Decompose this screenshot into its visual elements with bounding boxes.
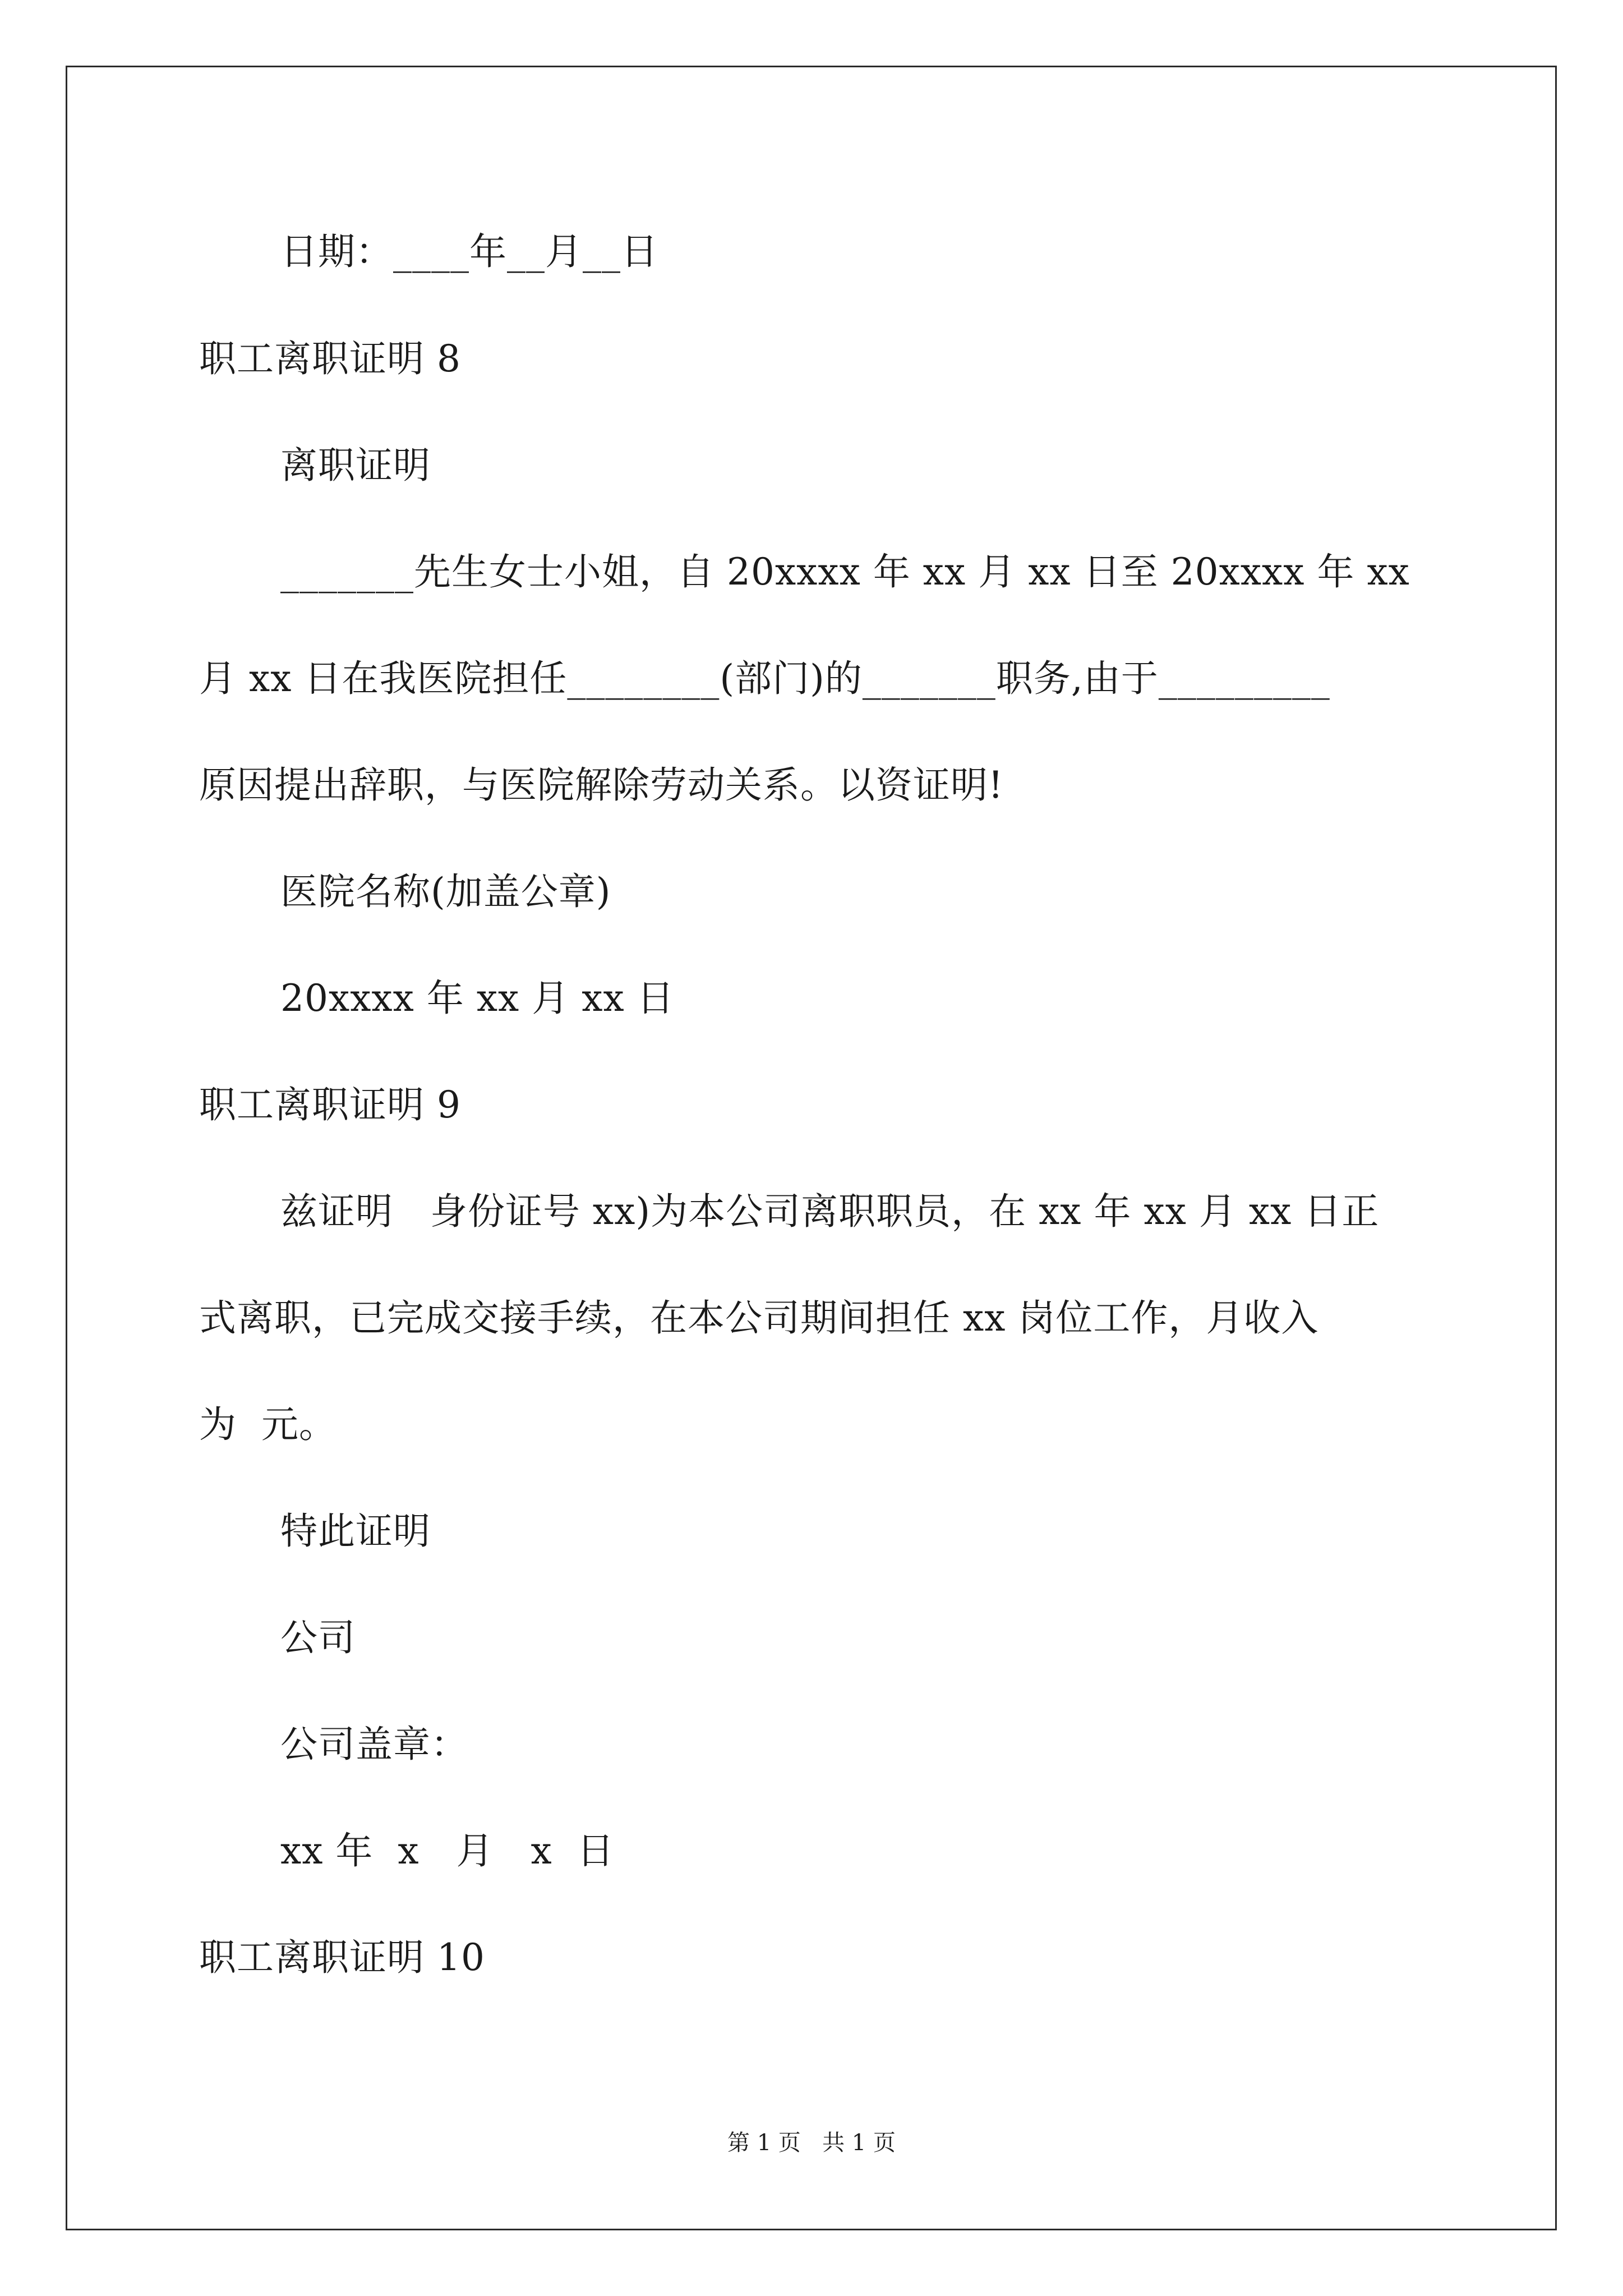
page-border bbox=[66, 66, 1557, 2230]
company-seal-label: 公司盖章： bbox=[280, 1723, 468, 1766]
date-line: 日期：____年__月__日 bbox=[280, 230, 658, 273]
body-paragraph-2-line-1: 兹证明 身份证号 xx)为本公司离职职员，在 xx 年 xx 月 xx 日正 bbox=[280, 1190, 1380, 1233]
certify-statement: 特此证明 bbox=[280, 1510, 431, 1553]
body-paragraph-line-2: 月 xx 日在我医院担任________(部门)的_______职务,由于_________ bbox=[199, 657, 1330, 700]
body-paragraph-line-1: _______先生女士小姐，自 20xxxx 年 xx 月 xx 日至 20xxxx 年 xx bbox=[280, 550, 1410, 593]
page-footer: 第 1 页 共 1 页 bbox=[727, 2130, 896, 2156]
body-paragraph-line-3: 原因提出辞职，与医院解除劳动关系。以资证明! bbox=[199, 763, 1004, 807]
company-date: xx 年 x 月 x 日 bbox=[280, 1829, 615, 1872]
certificate-title: 离职证明 bbox=[280, 444, 431, 487]
section-heading-9: 职工离职证明 9 bbox=[199, 1083, 461, 1126]
body-paragraph-2-line-2: 式离职，已完成交接手续，在本公司期间担任 xx 岗位工作，月收入 bbox=[199, 1296, 1319, 1340]
section-heading-8: 职工离职证明 8 bbox=[199, 337, 461, 380]
body-paragraph-2-line-3: 为 元。 bbox=[199, 1403, 336, 1446]
hospital-date: 20xxxx 年 xx 月 xx 日 bbox=[280, 977, 675, 1020]
hospital-name-seal: 医院名称(加盖公章) bbox=[280, 870, 611, 913]
company-label: 公司 bbox=[280, 1616, 356, 1659]
section-heading-10: 职工离职证明 10 bbox=[199, 1936, 485, 1979]
